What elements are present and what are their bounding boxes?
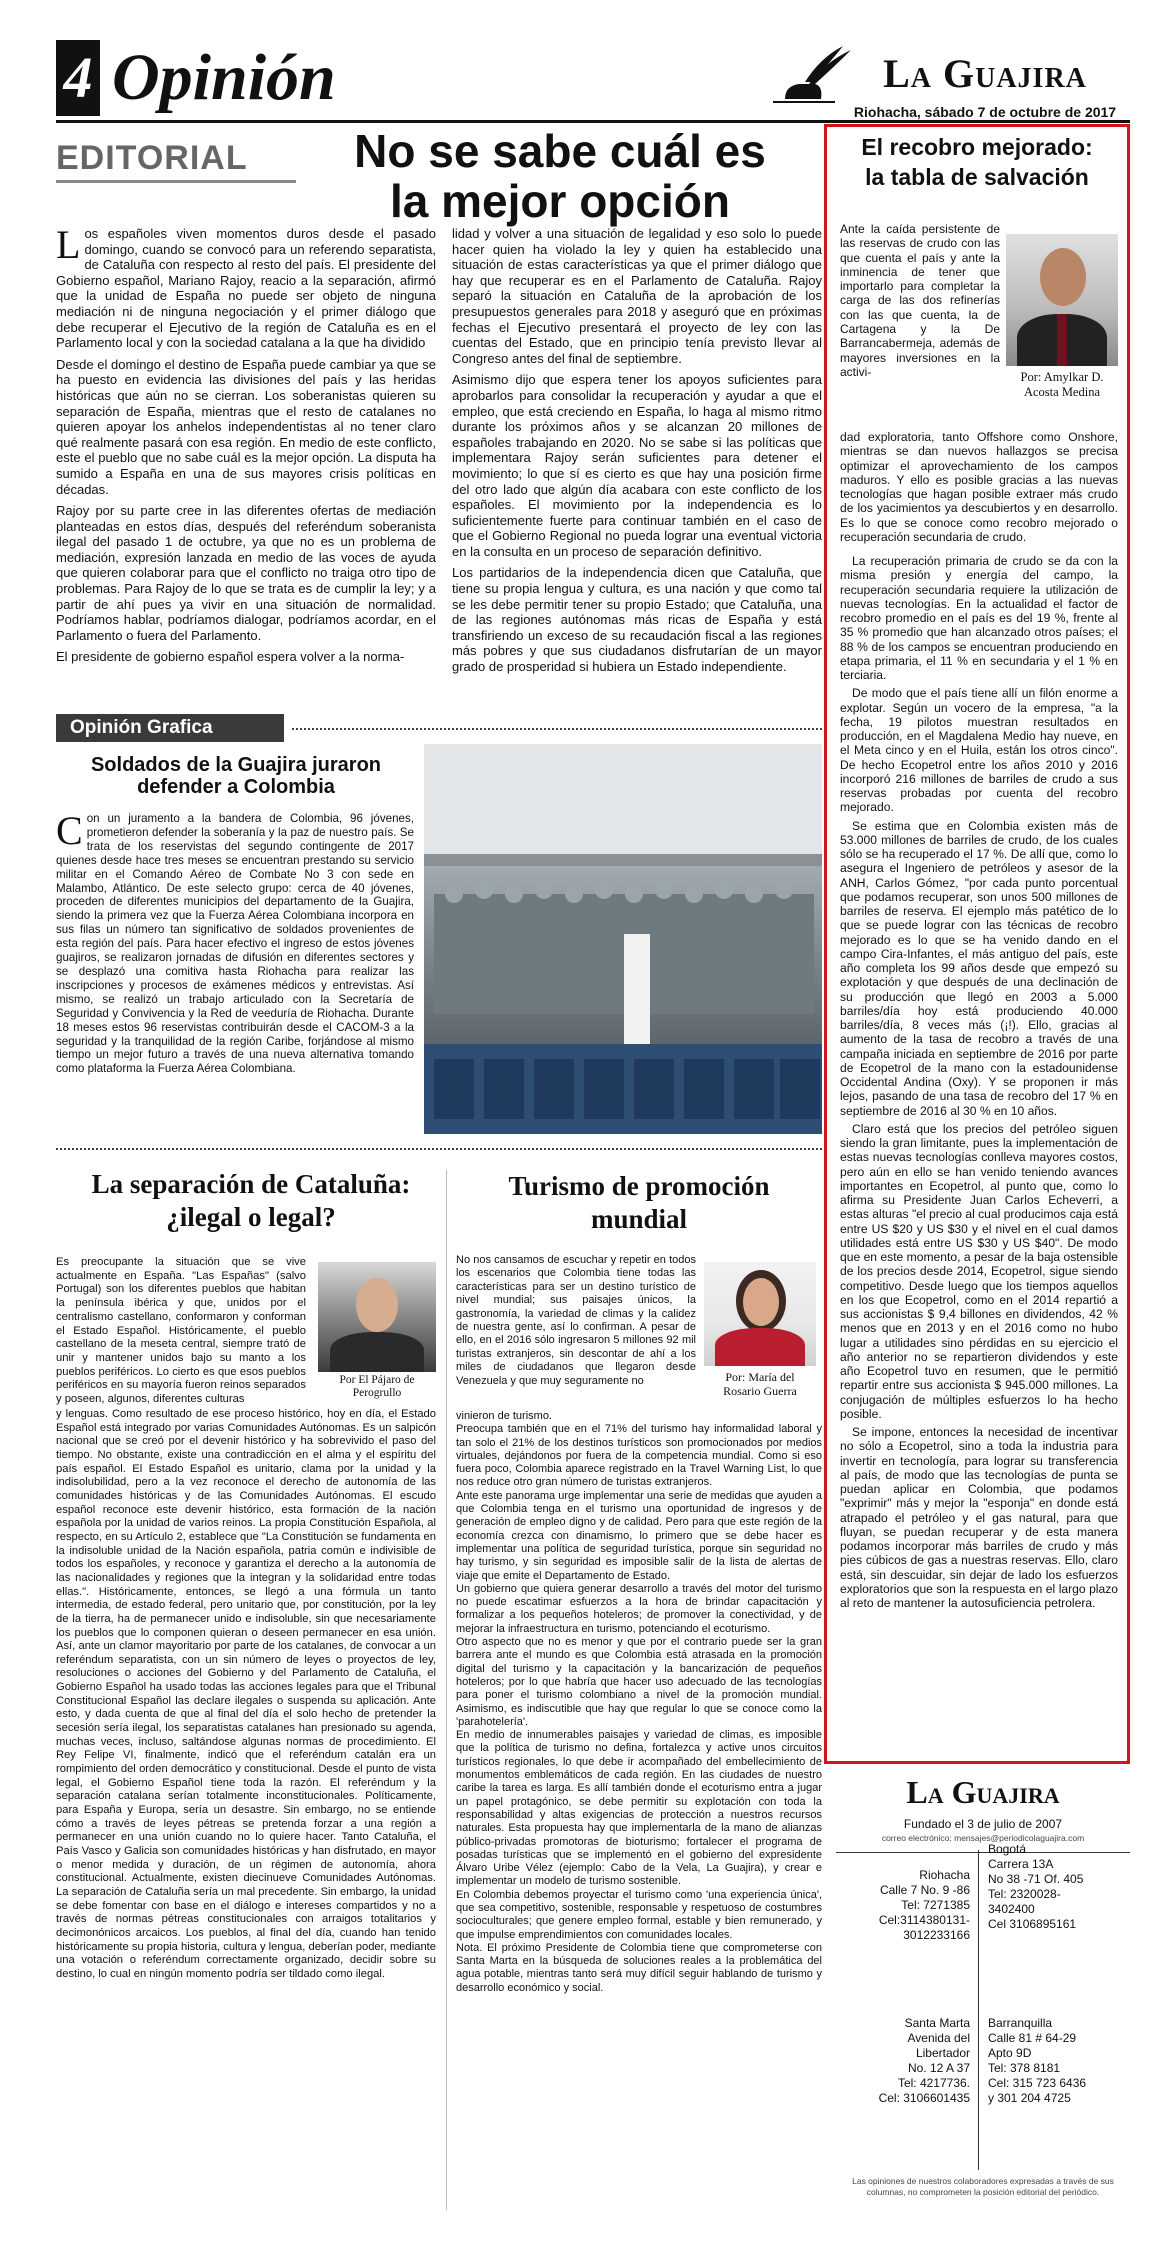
contact-line: Calle 81 # 64-29 [988,2031,1077,2045]
cataluna-body: y lenguas. Como resultado de ese proceso histórico, hoy en día, el Estado Español está integrado por varias Comunidades Autónomas. Es un salpicón nacional que se creó por el devenir histórico y ha sobrevivido el paso del tiempo. No obstante, existe una contradicción en el alma y el espíritu del país español. El Estado Español es unitario, clama por la unidad y la indisolubilidad, pero a la vez reconoce el derecho de autonomía de las comunidades históricas y de las Comunidades Autónomas. El escudo español reconoce este devenir histórico, esta formación de la nación española por la unidad de varios reinos. La propia Constitución Española, al respecto, en su Artículo 2, establece que "La Constitución se fundamenta en la indisoluble unidad de la Nación española, patria común e indivisible de todos los españoles, y reconoce y garantiza el derecho a la autonomía de las nacionalidades y regiones que la integran y la solidaridad entre todas ellas.". Históricamente, entonces, se llegó a una fórmula un tanto intermedia, de estado federal, pero unitario que, por constitución, por la ley de la tierra, ha de permanecer unido e indisoluble, sin que necesariamente los pueblos que lo componen quieran o deseen permanecer en esa unión. Así, ante un clamor mayoritario por parte de los catalanes, de convocar a un referéndum separatista, con un sin número de leyes o proyectos de ley, resoluciones o acciones del Gobierno y del Parlamento de Cataluña, el Gobierno Español ha usado todas las acciones legales para que el Tribunal Constitucional Español las declare ilegales o suspenda su aplicación. Ante esto, y dada cuenta de que al final del día el solo hecho de pretender la secesión sería ilegal, los separatistas catalanes han presionado su agenda, muchas veces, incluso, saltándose algunas normas de procedimiento. El Rey Felipe VI, finalmente, indicó que el referéndum catalán era un rompimiento del orden democrático y constitucional. Desde el punto de vista legal, el Gobierno Español tiene toda la razón. El referéndum y la separación catalana serían totalmente inconstitucionales. Políticamente, para España y Europa, sería un desastre. Sin embargo, no se entiende cómo a través de leyes pétreas se pretenda forzar a una región a permanecer en una unión cuando no lo quiere hacer. Tanto Cataluña, el País Vasco y Galicia son comunidades históricas y han disfrutado, en mayor o menor medida y duración, de un régimen de autonomía, ahora constitucional. Actualmente, existen diecinueve Comunidades Autónomas. La separación de Cataluña sería un mal precedente. Sin embargo, la unidad se debe fomentar con base en el diálogo e intereses compartidos y no a través de normas pétreas constitucionales con arraigos totalitarios y decimonónicos arcaicos. Los pueblos, al final del día, cuando han tenido históricamente su propia historia, cultura y lengua, deberían poder, mediante una votación o referéndum correctamente organizado, decidir sobre su destino, lo cual en ningún momento podría ser tildado como ilegal. [56,1408,436,1980]
cataluna-intro: Es preocupante la situación que se vive actualmente en España. "Las Españas" (salvo Portugal) son los diferentes pueblos que habitan la península ibérica y que, unidos por el centralismo castellano, conformaron y conforman el Estado Español. Históricamente, el pueblo castellano de la meseta central, siempre trató de unir y mantener unidos bajo su manto a los pueblos periféricos. Lo cierto es que esos pueblos periféricos en su mayoría fueron reinos separados y poseen, algunos, diferentes culturas [56,1256,306,1406]
turismo-headline-line2: mundial [590,1204,688,1234]
contact-line: Calle 7 No. 9 -86 [879,1883,970,1897]
soldiers-headline: Soldados de la Guajira juraron defender a Colombia [90,754,382,798]
contact-santa-marta [836,2016,970,2106]
soldiers-para: Con un juramento a la bandera de Colombia, 96 jóvenes, prometieron defender la soberanía y la paz de nuestro país. Se trata de los reservistas del segundo contingente de 2017 quienes desde hace tres meses se encuentran prestando su servicio militar en el Comando Aéreo de Combate No 3 con sede en Malambo, Atlántico. De este selecto grupo: cerca de 40 jóvenes, proceden de diferentes municipios del departamento de la Guajira, siendo la primera vez que la Fuerza Aérea Colombiana incorpora en sus filas un número tan significativo de soldados provenientes de esta región del país. Para hacer efectivo el ingreso de estos jóvenes guajiros, se realizaron jornadas de difusión en diferentes sectores y se desplazó una comitiva hasta Riohacha para realizar las inscripciones y procesos de exámenes médicos y entrevistas. Así mismo, se realizó un trabajo articulado con la Secretaría de Seguridad y Convivencia y la Red de veeduría de Riohacha. Durante 18 meses estos 96 reservistas contribuirán desde el CACOM-3 a la seguridad y la tranquilidad de la región Caribe, forjándose al mismo tiempo un mejor futuro a través de una nueva alternativa tomando como plataforma la Fuerza Aérea Colombiana. [56,808,414,1076]
contact-line: Bogotá [988,1842,1027,1856]
opinion-grafica-band: Opinión Grafica [56,714,284,742]
byline-line1: Por: Amylkar D. [1020,370,1104,384]
turismo-para: Nota. El próximo Presidente de Colombia tiene que comprometerse con Santa Marta en la búsqueda de soluciones reales a la problemática del agua potable, mientras tanto será muy difícil seguir hablando de turismo y desarrollo económico y social. [456,1941,822,1994]
contact-line: Cel: 315 723 6436 [988,2076,1087,2090]
contact-line: Barranquilla [988,2016,1053,2030]
cataluna-headline [56,1168,446,1234]
contact-barranquilla [988,2016,1130,2106]
byline-line2: Rosario Guerra [723,1384,797,1398]
contact-line: Tel: 2320028- [988,1887,1061,1901]
byline-line1: Por El Pájaro de [339,1374,415,1386]
paper-logo: La Guajira [883,51,1087,96]
section-divider [56,1148,822,1150]
contact-riohacha [836,1868,970,1943]
editorial-para: El presidente de gobierno español espera volver a la norma- [56,649,405,665]
turismo-body [456,1410,822,1995]
contact-line: Riohacha [919,1868,970,1882]
dateline: Riohacha, sábado 7 de octubre de 2017 [853,104,1117,120]
contact-divider [978,1850,979,2170]
section-divider [292,728,822,730]
cataluna-byline [318,1374,436,1400]
recobro-para: Se estima que en Colombia existen más de 53.000 millones de barriles de crudo, de los cuales sólo se ha recuperado el 17 %. De allí que, como lo asegura el Ingeniero de petróleos y asesor de la ANH, Carlos Gómez, "por cada punto porcentual que podamos recuperar, son unos 500 millones de barriles de reserva. El ejemplo más patético de lo que se puede lograr con las técnicas de recobro mejorado es lo que se ha venido dando en el campo Cira-Infantes, el más antiguo del país, este año completa los 99 años desde que empezó su explotación y que después de una declinación de su producción que llegó en 2003 a 5.000 barriles/día hoy está produciendo 40.000 barriles/día, 8 veces más (¡!). Ello, gracias al aumento de la tasa de recobro a través de una campaña iniciada en septiembre de 2016 por parte de Ecopetrol de la mano con la estadounidense Occidental Andina (Oxy). Y se proponen ir más lejos, pasando de una tasa de recobro del 17 % en septiembre de 2016 al 30 % en 10 años. [840,818,1118,1118]
column-divider [446,1170,447,2210]
cataluna-author-photo [318,1262,436,1400]
contact-line: 3012233166 [903,1928,970,1942]
recobro-headline-line1: El recobro mejorado: [861,134,1093,160]
editorial-para: lidad y volver a una situación de legalidad y eso solo lo puede hacer quien ha violado la ley y quien ha establecido una situación de estas características ya que el primer diálogo que hay que recuperar es en el Parlamento de Cataluña. Rajoy separó la situación en Cataluña de la aprobación de los presupuestos generales para 2018 y aseguró que en próximas fechas el Ejecutivo presentará el proyecto de ley con las cuentas del Estado, que en principio tenía previsto llevar al Congreso antes del final de septiembre. [452,226,822,366]
contact-line: Cel: 3106601435 [878,2091,970,2105]
author-suit [330,1332,424,1372]
recobro-headline-line2: la tabla de salvación [865,164,1089,190]
page-number: 4 [63,45,93,110]
contact-line: Cel 3106895161 [988,1917,1077,1931]
turismo-para: Otro aspecto que no es menor y que por el contrario puede ser la gran barrera ante el mundo es que Colombia está atrasada en la promoción digital del turismo y la capacitación y la bancarización de pequeños hoteleros; por lo que habría que hacer uso adecuado de las tecnologías para poner el turismo colombiano a nivel de la promoción mundial. Asimismo, es indiscutible que hay que regular lo que se conoce como la 'parahotelería'. [456,1636,822,1728]
contact-line: No. 12 A 37 [907,2061,970,2075]
author-portrait [318,1262,436,1372]
quill-icon [765,44,855,104]
turismo-headline [456,1170,822,1236]
page-number-box [56,40,100,116]
editorial-para: Desde el domingo el destino de España puede cambiar ya que se ha puesto en evidencia las divisiones del país y las heridas históricas que aún no se cierran. Los soberanistas quieren su separación de España, mientras que el resto de catalanes no quieren apoyar los anhelos independentistas al no tener claro qué realmente pasará con esa región. En medio de este conflicto, este el pueblo que no sabe cuál es la mejor opción. La disputa ha sumido a España en una de sus mayores crisis políticas en décadas. [56,356,436,497]
drop-cap: L [56,222,81,267]
turismo-para: Un gobierno que quiera generar desarrollo a través del motor del turismo no puede escatimar esfuerzos a la hora de brindar capacitación y formalizar a los pequeños hoteleros; de promover la conectividad, y de mejorar la infraestructura en turismo, potenciando el ecoturismo. [456,1582,822,1635]
cataluna-headline-line2: ¿ilegal o legal? [166,1202,336,1232]
recobro-para: De modo que el país tiene allí un filón enorme a explotar. Según un vocero de la empresa, "a la fecha, 19 pilotos muestran resultados en producción, en el Magdalena Medio hay nueve, en el Meta cinco y en el Huila, están los otros cinco". De hecho Ecopetrol entre los años 2010 y 2016 incorporó 216 millones de barriles de crudo a sus reservas probadas por cuenta del recobro mejorado. [840,686,1118,815]
editorial-col1 [56,222,436,671]
staff-logo: La Guajira [906,1774,1060,1810]
contact-line: Tel: 4217736. [897,2076,970,2090]
soldiers-photo [424,744,822,1134]
turismo-para: Ante este panorama urge implementar una serie de medidas que ayuden a que Colombia tenga en el turismo una oportunidad de ingresos y de generación de empleo digno y de calidad. Pero para que este región de la economía crezca con dinamismo, lo primero que se debe hacer es implementar una política de seguridad turística, porque sin seguridad no hay turismo, y sin seguridad es imposible salir de la lista de alertas de viaje que emite el Departamento de Estado. [456,1489,822,1582]
masthead-rule [56,120,1130,123]
contact-line: Libertador [915,2046,970,2060]
staff-founded: Fundado el 3 de julio de 2007 [903,1817,1063,1831]
turismo-byline [704,1370,816,1398]
turismo-intro: No nos cansamos de escuchar y repetir en todos los escenarios que Colombia tiene todas las características para ser un destino turístico de nivel mundial; sus paisajes únicos, la gastronomía, la variedad de climas y la calidez de nuestra gente, así lo confirman. A pesar de ello, en el 2016 sólo ingresaron 5 millones 92 mil turistas extranjeros, sin descontar de ahí a los miles de ciudadanos que llegaron desde Venezuela y que muy seguramente no [456,1254,696,1387]
contact-line: Apto 9D [988,2046,1032,2060]
turismo-author-photo [704,1262,816,1402]
editorial-para: Rajoy por su parte cree in las diferentes ofertas de mediación planteadas en estos días, después del referéndum soberanista ilegal del pasado 1 de octubre, ya que no es un problema de mediación, expresión lanzada en medio de las voces de ayuda que quieren colaborar para que el conflicto no traiga otro tipo de problemas. Para Rajoy de lo que se trata es de cumplir la ley; y a partir de ahí pues ya vivir en una situación de normalidad. Podríamos hablar, podríamos dialogar, podríamos acordar, en el Parlamento o fuera del Parlamento. [56,503,436,643]
contact-line: Avenida del [907,2031,970,2045]
contact-line: No 38 -71 Of. 405 [988,1872,1084,1886]
recobro-headline [834,132,1120,192]
author-tie [1057,314,1067,366]
turismo-para: En Colombia debemos proyectar el turismo como 'una experiencia única', que sea competitivo, sostenible, responsable y respetuoso de costumbres socioculturales; que genere empleo formal, estable y bien remunerado, y que impulse emprendimientos con comunidades locales. [456,1888,822,1941]
author-face [1040,248,1086,306]
editorial-para: Asimismo dijo que espera tener los apoyos suficientes para aprobarlos para consolidar la recuperación y ayudar a que el empleo, que está creciendo en España, lo haga al mismo ritmo durante los próximos años y se alcanzan 20 millones de españoles trabajando en 2020. No se sabe si las políticas que implementara Rajoy serán suficientes para detener el movimiento; lo que sí es cierto es que hay una posición firme del otro lado que algún día acabara con este conflicto de los españoles. El movimiento por la independencia es lo suficientemente fuerte para continuar también en el caso de que el Gobierno Regional no pueda lograr una eventual victoria en la consulta en un proceso de separación definitivo. [452,372,822,559]
contact-line: Santa Marta [904,2016,970,2030]
turismo-para: En medio de innumerables paisajes y variedad de climas, es imposible que la política de turismo no defina, fortalezca y active unos circuitos turísticos regionales, lo que debe ir acompañado del embellecimiento de monumentos emblemáticos de cada región. En las ciudades de nuestro caribe la tarea es larga. Es allí también donde el ecoturismo entra a jugar un papel protagónico, se debe permitir su explotación con toda la responsabilidad y altas exigencias de protección a nuestros recursos naturales. Esta propuesta hay que implementarla de la mano de alianzas público-privadas promotoras de bioturismo; fortalecer el programa de posadas turísticas que se implementó en el gobierno del expresidente Álvaro Uribe Vélez (ejemplo: Cabo de la Vela, La Guajira), y crear e implementar un modelo de turismo sostenible. [456,1729,822,1888]
author-suit [715,1328,805,1366]
contact-line: Carrera 13A [988,1857,1054,1871]
contact-line: Cel:3114380131- [878,1913,970,1927]
editorial-label: EDITORIAL [56,136,296,183]
staff-box [836,1772,1130,2212]
soldiers-body [56,808,414,1082]
turismo-headline-line1: Turismo de promoción [508,1171,770,1201]
recobro-author-photo [1006,234,1118,404]
editorial-para: Los partidarios de la independencia dicen que Cataluña, que tiene su propia lengua y cultura, es una nación y que como tal se les debe permitir tener su propio Estado; que Cataluña, una de las regiones autónomas más ricas de España y está transfiriendo un exceso de su recaudación fiscal a las regiones más pobres y que sus ciudadanos disfrutarían de un mayor grado de prosperidad si hubiera un Estado independiente. [452,565,822,675]
author-portrait [704,1262,816,1366]
editorial-col2 [452,226,822,681]
recobro-byline [1006,370,1118,400]
author-face [743,1278,779,1326]
turismo-para: vinieron de turismo. [456,1410,552,1422]
contact-line: 3402400 [988,1902,1035,1916]
staff-email: correo electrónico: mensajes@periodicolaguajira.com [881,1833,1085,1843]
editorial-headline [300,126,820,226]
recobro-para: Se impone, entonces la necesidad de incentivar no sólo a Ecopetrol, sino a toda la industria para invertir en tecnología, para lograr su transferencia al país, de modo que las tecnologías de punta se puedan aplicar en Colombia, que podamos "exprimir" más y mejor la "esponja" en donde está atrapado el petróleo y el gas natural, para que fluyan, se puedan recuperar y de esta manera podamos incorporar más barriles de crudo y más pies cúbicos de gas a nuestras reservas. Ello, claro está, sin descuidar, sin dejar de lado los esfuerzos exploratorios que son la respuesta en el largo plazo al reto de mantener la autosuficiencia petrolera. [840,1425,1118,1610]
byline-line1: Por: María del [725,1370,795,1384]
recobro-para: dad exploratoria, tanto Offshore como Onshore, mientras se dan nuevos hallazgos se precisa optimizar el aprovechamiento de los campos maduros. Y ello es posible gracias a las nuevas tecnologías que hagan posible extraer más crudo de los yacimientos ya descubiertos y en desarrollo. Es lo que se conoce como recobro mejorado o recuperación secundaria de crudo. [840,430,1118,544]
byline-line2: Acosta Medina [1023,385,1101,399]
section-title: Opinión [112,41,336,114]
drop-cap: C [56,808,83,853]
recobro-para: Claro está que los precios del petróleo siguen siendo la gran limitante, pues la implementación de estas nuevas tecnologías conlleva mayores costos, pero aún en ello se han venido teniendo avances importantes en Ecopetrol, al punto que, como lo afirma su Presidente Juan Carlos Echeverri, a estas alturas "el precio al cual producimos caja está entre US $20 y US $30 y el nivel en el cual damos utilidades está entre US $30 y US $40". De modo que en este momento, a pesar de la baja ostensible de los precios desde 2014, Ecopetrol, sigue siendo competitivo. Desde luego que los tiempos aquellos en los que Ecopetrol, como en el 2014 repartió a sus accionistas $ 9,4 billones en dividendos, 42 % menos que en 2013 y en el 2016 como no hubo lugar a utilidades sino pérdidas en su ejercicio el año anterior no se repartieron dividendos y este año Ecopetrol tuvo en resumen, que le permitió repartir entre sus accionista $ 945.000 millones. La conjugación de múltiples esfuerzos lo ha hecho posible. [840,1121,1118,1421]
editorial-para: Los españoles viven momentos duros desde el pasado domingo, cuando se convocó para un referendo separatista, de Cataluña con respecto al resto del país. El presidente del Gobierno español, Mariano Rajoy, reacio a la separación, afirmó que la unidad de España no puede ser objeto de ninguna mediación ni de ninguna negociación y el primer diálogo que debe recuperar el Ejecutivo de la región de Cataluña es en el Parlamento local y con la sociedad catalana a la que ha dividido [56,222,436,351]
staff-disclaimer: Las opiniones de nuestros colaboradores expresadas a través de sus columnas, no comprometen la posición editorial del periódico. [852,2176,1114,2197]
editorial-headline-line2: la mejor opción [390,175,730,227]
recobro-body [840,430,1118,1614]
byline-line2: Perogrullo [352,1387,402,1399]
author-face [356,1278,398,1332]
recobro-intro: Ante la caída persistente de las reservas de crudo con las que cuenta el país y ante la inminencia de tener que importarlo para completar la carga de las dos refinerías con las que cuenta, la de Cartagena y la De Barrancabermeja, además de mayores inversiones en la activi- [840,222,1000,379]
contact-line: Tel: 7271385 [901,1898,970,1912]
author-portrait [1006,234,1118,366]
contact-line: Tel: 378 8181 [988,2061,1061,2075]
recobro-para: La recuperación primaria de crudo se da con la misma presión y energía del campo, la recuperación secundaria requiere la utilización de nuevas tecnologías. En la actualidad el factor de recobro promedio en el país es del 19 %, frente al 35 % promedio que han alcanzado otros países; el 88 % de los campos se encuentran produciendo en etapa primaria, el 11 % en secundaria y el 1 % en terciaria. [840,554,1118,682]
contact-bogota [988,1842,1130,1932]
turismo-para: Preocupa también que en el 71% del turismo hay informalidad laboral y tan solo el 21% de los destinos turísticos son promocionados por medios virtuales, dejándonos por fuera de la competencia mundial. Como si eso fuera poco, Colombia aparece registrado en la Travel Warning List, lo que nos reduce otro gran número de turistas extranjeros. [456,1423,822,1489]
editorial-headline-line1: No se sabe cuál es [354,125,766,177]
cataluna-headline-line1: La separación de Cataluña: [91,1169,411,1199]
contact-line: y 301 204 4725 [988,2091,1071,2105]
